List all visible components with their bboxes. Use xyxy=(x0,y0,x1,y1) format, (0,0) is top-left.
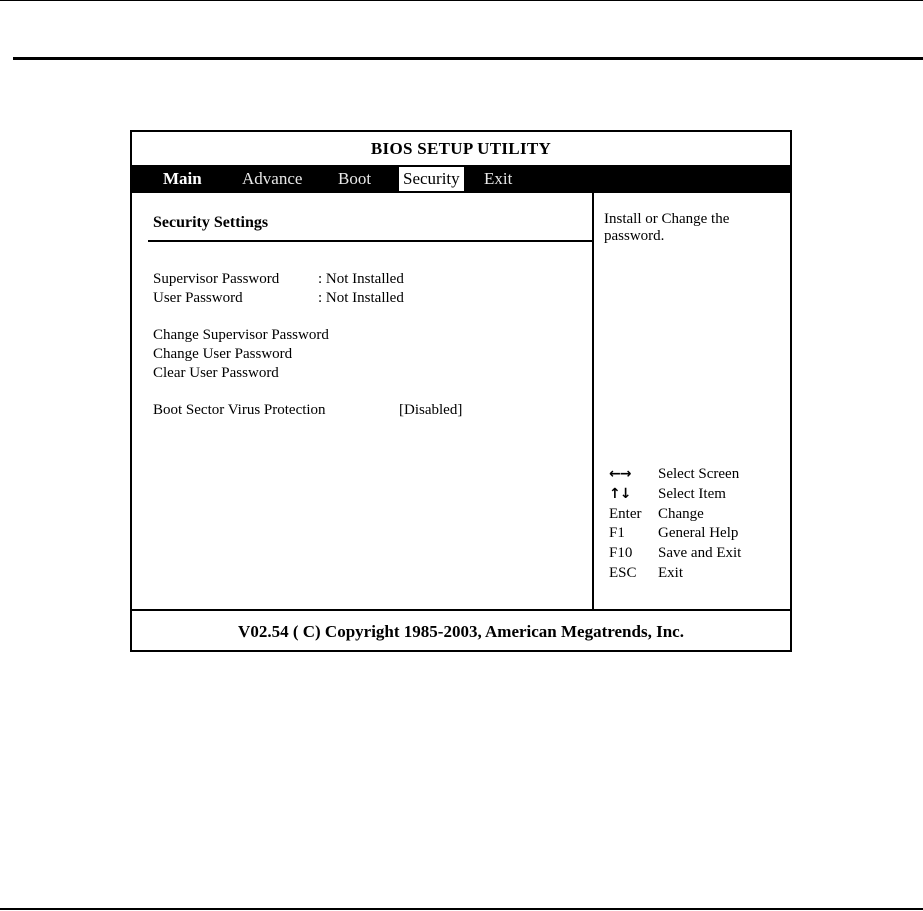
help-text: Install or Change the password. xyxy=(604,211,730,244)
tab-main[interactable]: Main xyxy=(163,169,202,188)
supervisor-password-status: : Not Installed xyxy=(318,271,404,287)
clear-user-password-item[interactable]: Clear User Password xyxy=(153,365,279,381)
page-bottom-rule xyxy=(0,908,923,910)
section-divider xyxy=(148,240,594,242)
key-row xyxy=(604,524,789,544)
key-name: F10 xyxy=(609,545,633,562)
tab-boot[interactable]: Boot xyxy=(338,169,372,188)
page-top-rule xyxy=(0,0,923,1)
change-user-password-item[interactable]: Change User Password xyxy=(153,346,293,362)
user-password-label: User Password xyxy=(153,290,243,306)
supervisor-password-label: Supervisor Password xyxy=(153,271,280,287)
key-name: F1 xyxy=(609,525,625,542)
key-description: Change xyxy=(658,505,704,522)
key-row xyxy=(604,485,789,505)
pane-divider xyxy=(592,193,594,609)
key-row xyxy=(604,564,789,584)
key-description: Select Item xyxy=(658,485,726,502)
boot-sector-virus-protection-value[interactable]: [Disabled] xyxy=(399,402,463,418)
boot-sector-virus-protection-item[interactable]: Boot Sector Virus Protection xyxy=(153,402,326,418)
key-legend xyxy=(604,465,789,584)
tab-advance[interactable]: Advance xyxy=(242,169,303,188)
user-password-status: : Not Installed xyxy=(318,290,404,306)
section-title: Security Settings xyxy=(153,214,269,231)
key-description: Select Screen xyxy=(658,466,740,482)
change-supervisor-password-item[interactable]: Change Supervisor Password xyxy=(153,327,329,343)
key-name: Enter xyxy=(609,505,642,522)
bios-title: BIOS SETUP UTILITY xyxy=(370,139,552,158)
key-description: Exit xyxy=(658,564,683,581)
key-description: General Help xyxy=(658,525,739,542)
key-row xyxy=(604,505,789,525)
up-down-arrows-icon: ↑↓ xyxy=(609,485,631,502)
key-name: ESC xyxy=(609,564,637,581)
menu-bar xyxy=(132,165,790,193)
key-row xyxy=(604,465,789,485)
left-right-arrows-icon: ←→ xyxy=(609,466,631,482)
key-row xyxy=(604,544,789,564)
key-description: Save and Exit xyxy=(658,545,742,562)
tab-security[interactable]: Security xyxy=(399,167,464,191)
copyright-footer: V02.54 ( C) Copyright 1985-2003, American Megatrends, Inc. xyxy=(132,609,790,652)
header-rule xyxy=(13,57,923,60)
bios-screen xyxy=(130,130,792,652)
settings-pane xyxy=(132,193,592,609)
tab-exit[interactable]: Exit xyxy=(484,169,513,188)
